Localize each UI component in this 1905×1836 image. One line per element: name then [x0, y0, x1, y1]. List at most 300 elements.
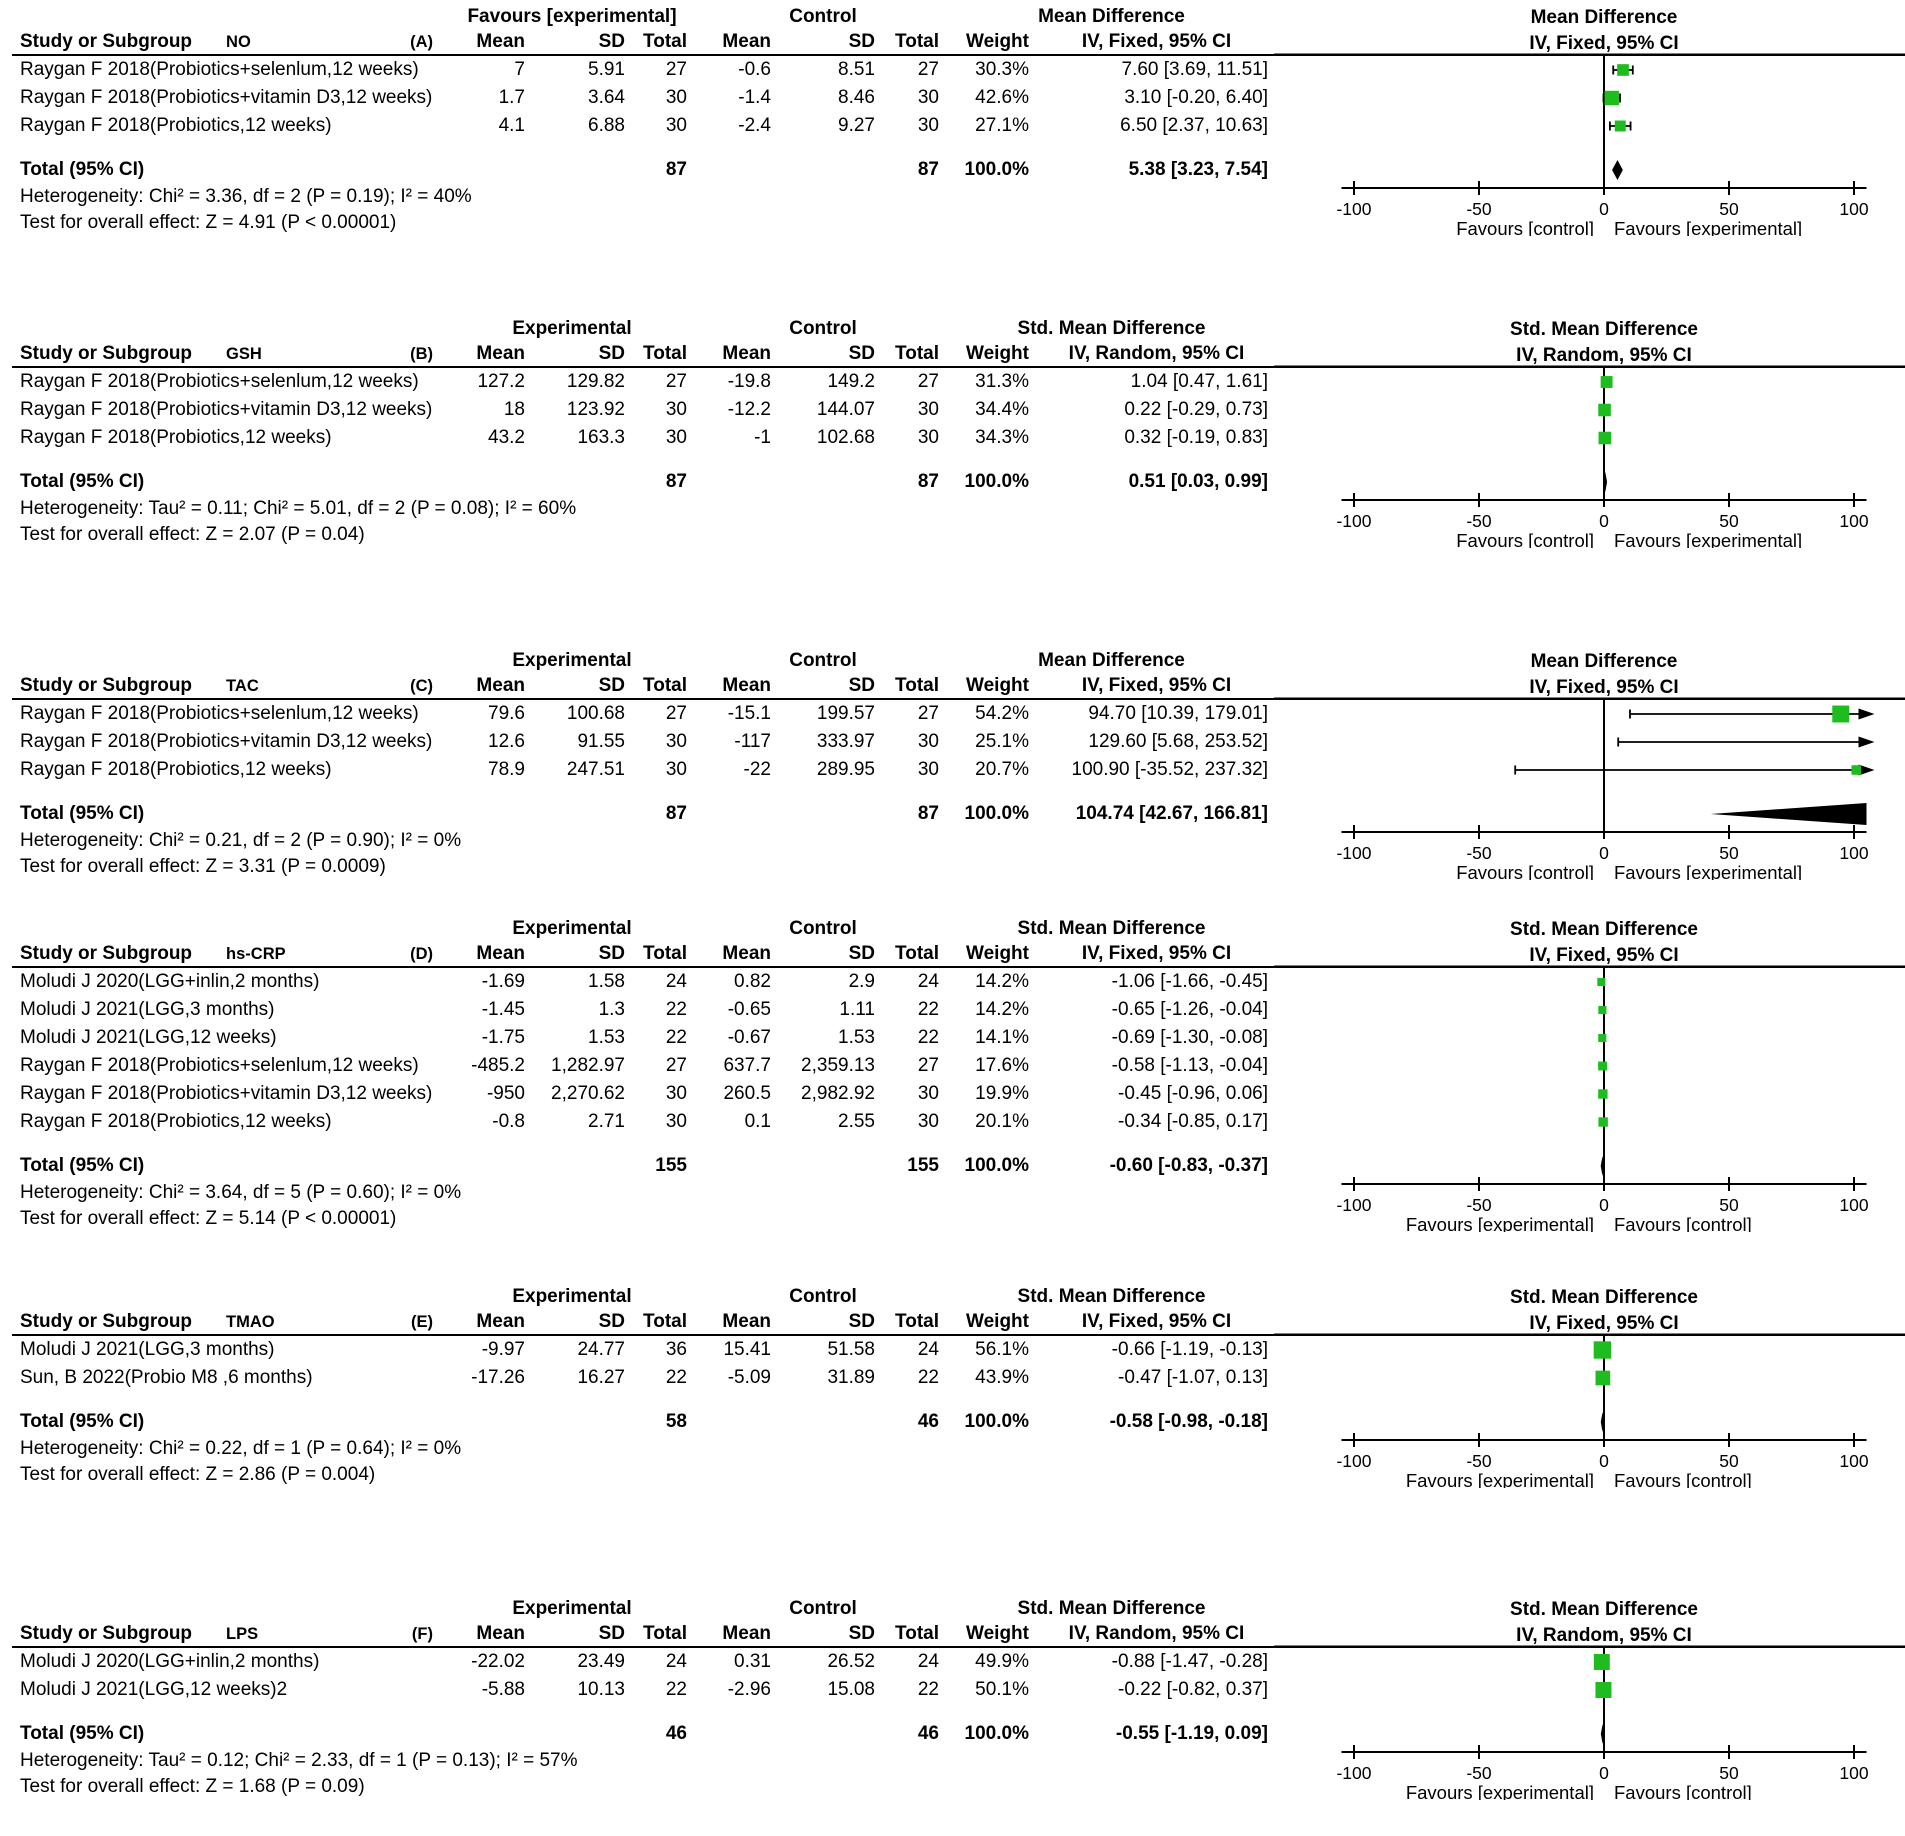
- ctrl-sd-header: SD: [848, 343, 875, 364]
- ctrl-sd-header: SD: [848, 31, 875, 52]
- exp-sd: 163.3: [577, 427, 625, 448]
- experimental-group-header: Experimental: [512, 1286, 632, 1307]
- ctrl-sd: 15.08: [827, 1679, 875, 1700]
- exp-mean: 12.6: [488, 731, 525, 752]
- effect-column-title: Std. Mean Difference: [1017, 918, 1206, 939]
- exp-sd: 23.49: [577, 1651, 625, 1672]
- exp-mean: 79.6: [488, 703, 525, 724]
- total-exp-n: 155: [655, 1155, 687, 1176]
- plot-method-title: IV, Random, 95% CI: [1516, 345, 1692, 366]
- favours-left-label: Favours [experimental]: [1405, 1470, 1594, 1488]
- axis-tick-label: -100: [1336, 1195, 1372, 1215]
- effect-column-title: Std. Mean Difference: [1017, 1286, 1206, 1307]
- heterogeneity-text: Heterogeneity: Tau² = 0.11; Chi² = 5.01, df = 2 (P = 0.08); I² = 60%: [20, 498, 577, 519]
- effect-ci: -0.45 [-0.96, 0.06]: [1118, 1083, 1268, 1104]
- exp-total: 22: [665, 1027, 687, 1048]
- axis-tick-label: 100: [1839, 511, 1869, 531]
- effect-ci: -0.69 [-1.30, -0.08]: [1111, 1027, 1268, 1048]
- total-exp-n: 87: [665, 159, 687, 180]
- study-row: [12, 1024, 1274, 1052]
- ctrl-total-header: Total: [895, 31, 939, 52]
- exp-sd-header: SD: [598, 1311, 625, 1332]
- spacer-row: [12, 1392, 1274, 1408]
- study-row: [12, 968, 1274, 996]
- effect-square: [1598, 1062, 1607, 1071]
- favours-right-label: Favours [control]: [1614, 1214, 1752, 1232]
- method-header: IV, Random, 95% CI: [1068, 343, 1245, 364]
- weight: 17.6%: [975, 1055, 1029, 1076]
- panel-letter: (B): [410, 344, 433, 363]
- effect-ci: 0.22 [-0.29, 0.73]: [1124, 399, 1268, 420]
- outcome-label: LPS: [226, 1624, 259, 1643]
- exp-sd: 6.88: [588, 115, 625, 136]
- ctrl-total: 22: [917, 1679, 939, 1700]
- heterogeneity-text: Heterogeneity: Chi² = 0.21, df = 2 (P = 0.90); I² = 0%: [20, 830, 462, 851]
- heterogeneity-text: Heterogeneity: Chi² = 3.36, df = 2 (P = 0.19); I² = 40%: [20, 186, 472, 207]
- ctrl-mean: -5.09: [727, 1367, 771, 1388]
- forest-panel: [12, 316, 1905, 548]
- exp-total: 36: [665, 1339, 687, 1360]
- method-header: IV, Random, 95% CI: [1068, 1623, 1245, 1644]
- forest-plot-svg: [1274, 648, 1905, 880]
- exp-sd-header: SD: [598, 31, 625, 52]
- favours-left-label: Favours [experimental]: [1405, 1782, 1594, 1800]
- axis-tick-label: 50: [1719, 1451, 1739, 1471]
- total-ctrl-n: 87: [917, 471, 939, 492]
- ctrl-mean: 637.7: [723, 1055, 771, 1076]
- ctrl-total: 22: [917, 1027, 939, 1048]
- exp-sd: 100.68: [566, 703, 625, 724]
- total-exp-n: 87: [665, 803, 687, 824]
- weight: 43.9%: [975, 1367, 1029, 1388]
- weight: 14.2%: [975, 999, 1029, 1020]
- control-group-header: Control: [789, 6, 857, 27]
- effect-square: [1851, 765, 1861, 775]
- ctrl-mean-header: Mean: [722, 675, 771, 696]
- favours-right-label: Favours [experimental]: [1614, 218, 1803, 236]
- ctrl-mean-header: Mean: [722, 1623, 771, 1644]
- weight: 20.1%: [975, 1111, 1029, 1132]
- ctrl-sd-header: SD: [848, 1623, 875, 1644]
- total-label: Total (95% CI): [20, 1155, 145, 1176]
- ctrl-total: 30: [917, 115, 939, 136]
- effect-square: [1605, 91, 1619, 105]
- exp-sd: 5.91: [588, 59, 625, 80]
- forest-panel: [12, 916, 1905, 1232]
- overall-effect-text: Test for overall effect: Z = 2.86 (P = 0.004): [20, 1464, 376, 1485]
- spacer-row: [12, 1136, 1274, 1152]
- weight: 20.7%: [975, 759, 1029, 780]
- study-col-header: Study or Subgroup: [20, 675, 193, 696]
- exp-mean: -485.2: [471, 1055, 525, 1076]
- plot-effect-title: Std. Mean Difference: [1510, 919, 1698, 940]
- plot-method-title: IV, Fixed, 95% CI: [1529, 945, 1679, 966]
- axis-tick-label: 100: [1839, 843, 1869, 863]
- exp-mean: 127.2: [477, 371, 525, 392]
- ctrl-mean: -1.4: [738, 87, 771, 108]
- study-label: Raygan F 2018(Probiotics,12 weeks): [20, 759, 332, 780]
- total-row: [12, 1152, 1274, 1180]
- ci-arrow-right: [1859, 737, 1875, 748]
- axis-tick-label: -50: [1466, 843, 1492, 863]
- exp-mean: -1.75: [481, 1027, 525, 1048]
- effect-ci: -1.06 [-1.66, -0.45]: [1111, 971, 1268, 992]
- ctrl-total: 27: [917, 59, 939, 80]
- ctrl-mean: 0.82: [734, 971, 771, 992]
- exp-total: 30: [665, 759, 687, 780]
- exp-total-header: Total: [643, 943, 687, 964]
- total-ctrl-n: 87: [917, 159, 939, 180]
- total-row: [12, 800, 1274, 828]
- ctrl-mean-header: Mean: [722, 943, 771, 964]
- ctrl-total: 30: [917, 87, 939, 108]
- method-header: IV, Fixed, 95% CI: [1081, 943, 1232, 964]
- favours-left-label: Favours [control]: [1456, 530, 1594, 548]
- favours-right-label: Favours [experimental]: [1614, 530, 1803, 548]
- axis-tick-label: 50: [1719, 1763, 1739, 1783]
- ctrl-total: 30: [917, 1111, 939, 1132]
- study-col-header: Study or Subgroup: [20, 1623, 193, 1644]
- study-row: [12, 396, 1274, 424]
- ci-arrow-right: [1859, 709, 1875, 720]
- ctrl-sd: 333.97: [816, 731, 875, 752]
- exp-total-header: Total: [643, 343, 687, 364]
- exp-total: 22: [665, 1367, 687, 1388]
- ctrl-sd: 2.55: [838, 1111, 875, 1132]
- exp-total: 27: [665, 371, 687, 392]
- total-weight: 100.0%: [964, 471, 1029, 492]
- favours-right-label: Favours [control]: [1614, 1470, 1752, 1488]
- overall-effect-text: Test for overall effect: Z = 2.07 (P = 0.04): [20, 524, 365, 545]
- exp-total: 30: [665, 87, 687, 108]
- exp-mean-header: Mean: [476, 1623, 525, 1644]
- forest-plot-area: [1274, 916, 1905, 1232]
- panel-letter: (C): [410, 676, 433, 695]
- spacer-row: [12, 452, 1274, 468]
- ctrl-sd: 8.51: [838, 59, 875, 80]
- ctrl-total-header: Total: [895, 1623, 939, 1644]
- effect-column-title: Std. Mean Difference: [1017, 1598, 1206, 1619]
- weight: 14.1%: [975, 1027, 1029, 1048]
- study-label: Moludi J 2020(LGG+inlin,2 months): [20, 971, 320, 992]
- exp-sd: 3.64: [588, 87, 625, 108]
- weight: 42.6%: [975, 87, 1029, 108]
- exp-total: 24: [665, 971, 687, 992]
- weight: 19.9%: [975, 1083, 1029, 1104]
- study-label: Moludi J 2020(LGG+inlin,2 months): [20, 1651, 320, 1672]
- spacer-row: [12, 140, 1274, 156]
- axis-tick-label: 50: [1719, 1195, 1739, 1215]
- exp-sd: 2,270.62: [551, 1083, 625, 1104]
- effect-ci: 94.70 [10.39, 179.01]: [1088, 703, 1268, 724]
- effect-square: [1598, 1117, 1607, 1126]
- exp-total-header: Total: [643, 675, 687, 696]
- heterogeneity-text: Heterogeneity: Chi² = 3.64, df = 5 (P = 0.60); I² = 0%: [20, 1182, 462, 1203]
- heterogeneity-text: Heterogeneity: Chi² = 0.22, df = 1 (P = 0.64); I² = 0%: [20, 1438, 462, 1459]
- group-header-row: [12, 4, 1274, 30]
- exp-mean: 1.7: [498, 87, 525, 108]
- plot-method-title: IV, Fixed, 95% CI: [1529, 33, 1679, 54]
- total-exp-n: 46: [665, 1723, 687, 1744]
- effect-square: [1598, 404, 1611, 417]
- effect-ci: 100.90 [-35.52, 237.32]: [1071, 759, 1268, 780]
- study-row: [12, 1364, 1274, 1392]
- axis-tick-label: 0: [1599, 199, 1609, 219]
- column-header-row: [12, 1310, 1274, 1336]
- forest-panel: [12, 1596, 1905, 1800]
- exp-total-header: Total: [643, 1311, 687, 1332]
- ctrl-sd: 2,982.92: [801, 1083, 875, 1104]
- ctrl-mean: -22: [743, 759, 771, 780]
- ctrl-total: 27: [917, 1055, 939, 1076]
- plot-method-title: IV, Fixed, 95% CI: [1529, 1313, 1679, 1334]
- total-weight: 100.0%: [964, 1155, 1029, 1176]
- total-row: [12, 1408, 1274, 1436]
- ctrl-total: 30: [917, 399, 939, 420]
- exp-mean: 7: [514, 59, 525, 80]
- exp-total: 30: [665, 731, 687, 752]
- exp-sd: 91.55: [577, 731, 625, 752]
- total-exp-n: 58: [665, 1411, 687, 1432]
- ctrl-mean: -0.65: [727, 999, 771, 1020]
- panel-letter: (F): [411, 1624, 433, 1643]
- study-label: Raygan F 2018(Probiotics+vitamin D3,12 weeks): [20, 87, 433, 108]
- axis-tick-label: -100: [1336, 1763, 1372, 1783]
- weight: 49.9%: [975, 1651, 1029, 1672]
- effect-column-title: Std. Mean Difference: [1017, 318, 1206, 339]
- study-rows: [12, 968, 1274, 1136]
- exp-sd: 247.51: [566, 759, 625, 780]
- effect-column-title: Mean Difference: [1038, 650, 1185, 671]
- study-label: Moludi J 2021(LGG,12 weeks): [20, 1027, 277, 1048]
- forest-plot-svg: [1274, 916, 1905, 1232]
- exp-sd: 24.77: [577, 1339, 625, 1360]
- exp-mean-header: Mean: [476, 31, 525, 52]
- exp-mean: -9.97: [481, 1339, 525, 1360]
- total-ctrl-n: 155: [907, 1155, 939, 1176]
- ctrl-total-header: Total: [895, 1311, 939, 1332]
- study-label: Raygan F 2018(Probiotics,12 weeks): [20, 427, 332, 448]
- exp-total: 27: [665, 1055, 687, 1076]
- effect-ci: -0.22 [-0.82, 0.37]: [1118, 1679, 1268, 1700]
- forest-plot-area: [1274, 1284, 1905, 1488]
- effect-ci: -0.88 [-1.47, -0.28]: [1111, 1651, 1268, 1672]
- exp-total: 30: [665, 1083, 687, 1104]
- outcome-label: NO: [226, 32, 251, 51]
- exp-mean: -1.69: [481, 971, 525, 992]
- axis-tick-label: 50: [1719, 199, 1739, 219]
- axis-tick-label: 100: [1839, 1451, 1869, 1471]
- forest-plot-svg: [1274, 1284, 1905, 1488]
- weight: 14.2%: [975, 971, 1029, 992]
- ctrl-mean: -1: [754, 427, 771, 448]
- group-header-row: [12, 1284, 1274, 1310]
- group-header-row: [12, 916, 1274, 942]
- axis-tick-label: 100: [1839, 199, 1869, 219]
- plot-effect-title: Mean Difference: [1530, 7, 1678, 28]
- total-exp-n: 87: [665, 471, 687, 492]
- ctrl-mean: 0.1: [744, 1111, 771, 1132]
- effect-square: [1594, 1341, 1611, 1358]
- effect-ci: 3.10 [-0.20, 6.40]: [1124, 87, 1268, 108]
- ctrl-sd: 51.58: [827, 1339, 875, 1360]
- exp-mean: -5.88: [481, 1679, 525, 1700]
- spacer-row: [12, 784, 1274, 800]
- weight: 27.1%: [975, 115, 1029, 136]
- exp-total: 30: [665, 1111, 687, 1132]
- exp-mean-header: Mean: [476, 675, 525, 696]
- weight: 25.1%: [975, 731, 1029, 752]
- study-row: [12, 700, 1274, 728]
- plot-effect-title: Std. Mean Difference: [1510, 319, 1698, 340]
- effect-column-title: Mean Difference: [1038, 6, 1185, 27]
- ctrl-sd-header: SD: [848, 675, 875, 696]
- panel-table: [12, 316, 1274, 548]
- favours-left-label: Favours [experimental]: [1405, 1214, 1594, 1232]
- axis-tick-label: -50: [1466, 511, 1492, 531]
- panel-table: [12, 4, 1274, 236]
- ctrl-mean: -19.8: [727, 371, 771, 392]
- exp-mean-header: Mean: [476, 943, 525, 964]
- weight: 54.2%: [975, 703, 1029, 724]
- spacer-row: [12, 1704, 1274, 1720]
- exp-total: 30: [665, 115, 687, 136]
- study-row: [12, 1676, 1274, 1704]
- study-col-header: Study or Subgroup: [20, 943, 193, 964]
- study-label: Sun, B 2022(Probio M8 ,6 months): [20, 1367, 313, 1388]
- forest-plot-area: [1274, 1596, 1905, 1800]
- exp-sd-header: SD: [598, 343, 625, 364]
- weight-header: Weight: [966, 343, 1029, 364]
- study-row: [12, 996, 1274, 1024]
- effect-square: [1597, 978, 1605, 986]
- control-group-header: Control: [789, 1598, 857, 1619]
- outcome-label: TMAO: [226, 1312, 275, 1331]
- control-group-header: Control: [789, 1286, 857, 1307]
- forest-plot-svg: [1274, 4, 1905, 236]
- exp-mean: -0.8: [492, 1111, 525, 1132]
- effect-square: [1617, 64, 1629, 76]
- exp-mean: -17.26: [471, 1367, 525, 1388]
- ctrl-mean-header: Mean: [722, 31, 771, 52]
- control-group-header: Control: [789, 318, 857, 339]
- study-label: Raygan F 2018(Probiotics+selenlum,12 weeks): [20, 1055, 419, 1076]
- study-row: [12, 1108, 1274, 1136]
- ctrl-total-header: Total: [895, 943, 939, 964]
- study-row: [12, 368, 1274, 396]
- study-rows: [12, 368, 1274, 452]
- effect-square: [1594, 1654, 1610, 1670]
- study-label: Raygan F 2018(Probiotics+vitamin D3,12 weeks): [20, 731, 433, 752]
- axis-tick-label: -50: [1466, 1451, 1492, 1471]
- total-diamond: [1612, 160, 1623, 180]
- weight-header: Weight: [966, 675, 1029, 696]
- effect-ci: -0.58 [-1.13, -0.04]: [1111, 1055, 1268, 1076]
- ctrl-sd: 149.2: [827, 371, 875, 392]
- total-ci: 5.38 [3.23, 7.54]: [1128, 159, 1268, 180]
- axis-tick-label: 50: [1719, 843, 1739, 863]
- total-ci: -0.58 [-0.98, -0.18]: [1109, 1411, 1268, 1432]
- ctrl-sd: 8.46: [838, 87, 875, 108]
- effect-ci: -0.34 [-0.85, 0.17]: [1118, 1111, 1268, 1132]
- axis-tick-label: 0: [1599, 1195, 1609, 1215]
- ctrl-sd: 289.95: [816, 759, 875, 780]
- panel-letter: (D): [410, 944, 433, 963]
- study-rows: [12, 1336, 1274, 1392]
- study-row: [12, 84, 1274, 112]
- exp-mean-header: Mean: [476, 1311, 525, 1332]
- panel-letter: (E): [411, 1312, 433, 1331]
- study-row: [12, 1336, 1274, 1364]
- effect-ci: 7.60 [3.69, 11.51]: [1121, 59, 1268, 80]
- axis-tick-label: -50: [1466, 1763, 1492, 1783]
- total-label: Total (95% CI): [20, 471, 145, 492]
- group-header-row: [12, 648, 1274, 674]
- total-ci: -0.55 [-1.19, 0.09]: [1115, 1723, 1268, 1744]
- total-ctrl-n: 46: [917, 1723, 939, 1744]
- ctrl-sd-header: SD: [848, 943, 875, 964]
- favours-left-label: Favours [control]: [1456, 218, 1594, 236]
- exp-sd-header: SD: [598, 943, 625, 964]
- axis-tick-label: 0: [1599, 1451, 1609, 1471]
- study-label: Raygan F 2018(Probiotics+vitamin D3,12 weeks): [20, 1083, 433, 1104]
- ctrl-mean: 0.31: [734, 1651, 771, 1672]
- exp-mean: 78.9: [488, 759, 525, 780]
- total-ci: 0.51 [0.03, 0.99]: [1128, 471, 1268, 492]
- exp-sd: 1.58: [588, 971, 625, 992]
- ctrl-mean: 260.5: [723, 1083, 771, 1104]
- ctrl-mean-header: Mean: [722, 1311, 771, 1332]
- exp-sd: 1,282.97: [551, 1055, 625, 1076]
- study-row: [12, 728, 1274, 756]
- study-row: [12, 424, 1274, 452]
- experimental-group-header: Experimental: [512, 918, 632, 939]
- effect-square: [1595, 1682, 1611, 1698]
- effect-ci: 0.32 [-0.19, 0.83]: [1124, 427, 1268, 448]
- exp-sd: 16.27: [577, 1367, 625, 1388]
- ctrl-sd: 1.11: [839, 999, 875, 1020]
- study-rows: [12, 700, 1274, 784]
- exp-total-header: Total: [643, 1623, 687, 1644]
- control-group-header: Control: [789, 650, 857, 671]
- forest-plot-svg: [1274, 316, 1905, 548]
- panel-table: [12, 648, 1274, 880]
- exp-mean: 18: [503, 399, 525, 420]
- axis-tick-label: -100: [1336, 843, 1372, 863]
- study-label: Raygan F 2018(Probiotics+selenlum,12 weeks): [20, 59, 419, 80]
- axis-tick-label: 100: [1839, 1763, 1869, 1783]
- total-row: [12, 156, 1274, 184]
- exp-total: 24: [665, 1651, 687, 1672]
- effect-square: [1832, 706, 1849, 723]
- exp-total: 30: [665, 399, 687, 420]
- study-row: [12, 56, 1274, 84]
- total-diamond-clipped: [1711, 803, 1867, 825]
- favours-right-label: Favours [control]: [1614, 1782, 1752, 1800]
- ctrl-mean: -2.4: [738, 115, 771, 136]
- study-col-header: Study or Subgroup: [20, 343, 193, 364]
- study-col-header: Study or Subgroup: [20, 31, 193, 52]
- axis-tick-label: 50: [1719, 511, 1739, 531]
- exp-mean: -1.45: [481, 999, 525, 1020]
- ctrl-total: 27: [917, 703, 939, 724]
- column-header-row: [12, 674, 1274, 700]
- ctrl-mean: -117: [734, 731, 771, 752]
- ctrl-total: 27: [917, 371, 939, 392]
- weight-header: Weight: [966, 943, 1029, 964]
- effect-square: [1615, 121, 1626, 132]
- exp-total: 27: [665, 703, 687, 724]
